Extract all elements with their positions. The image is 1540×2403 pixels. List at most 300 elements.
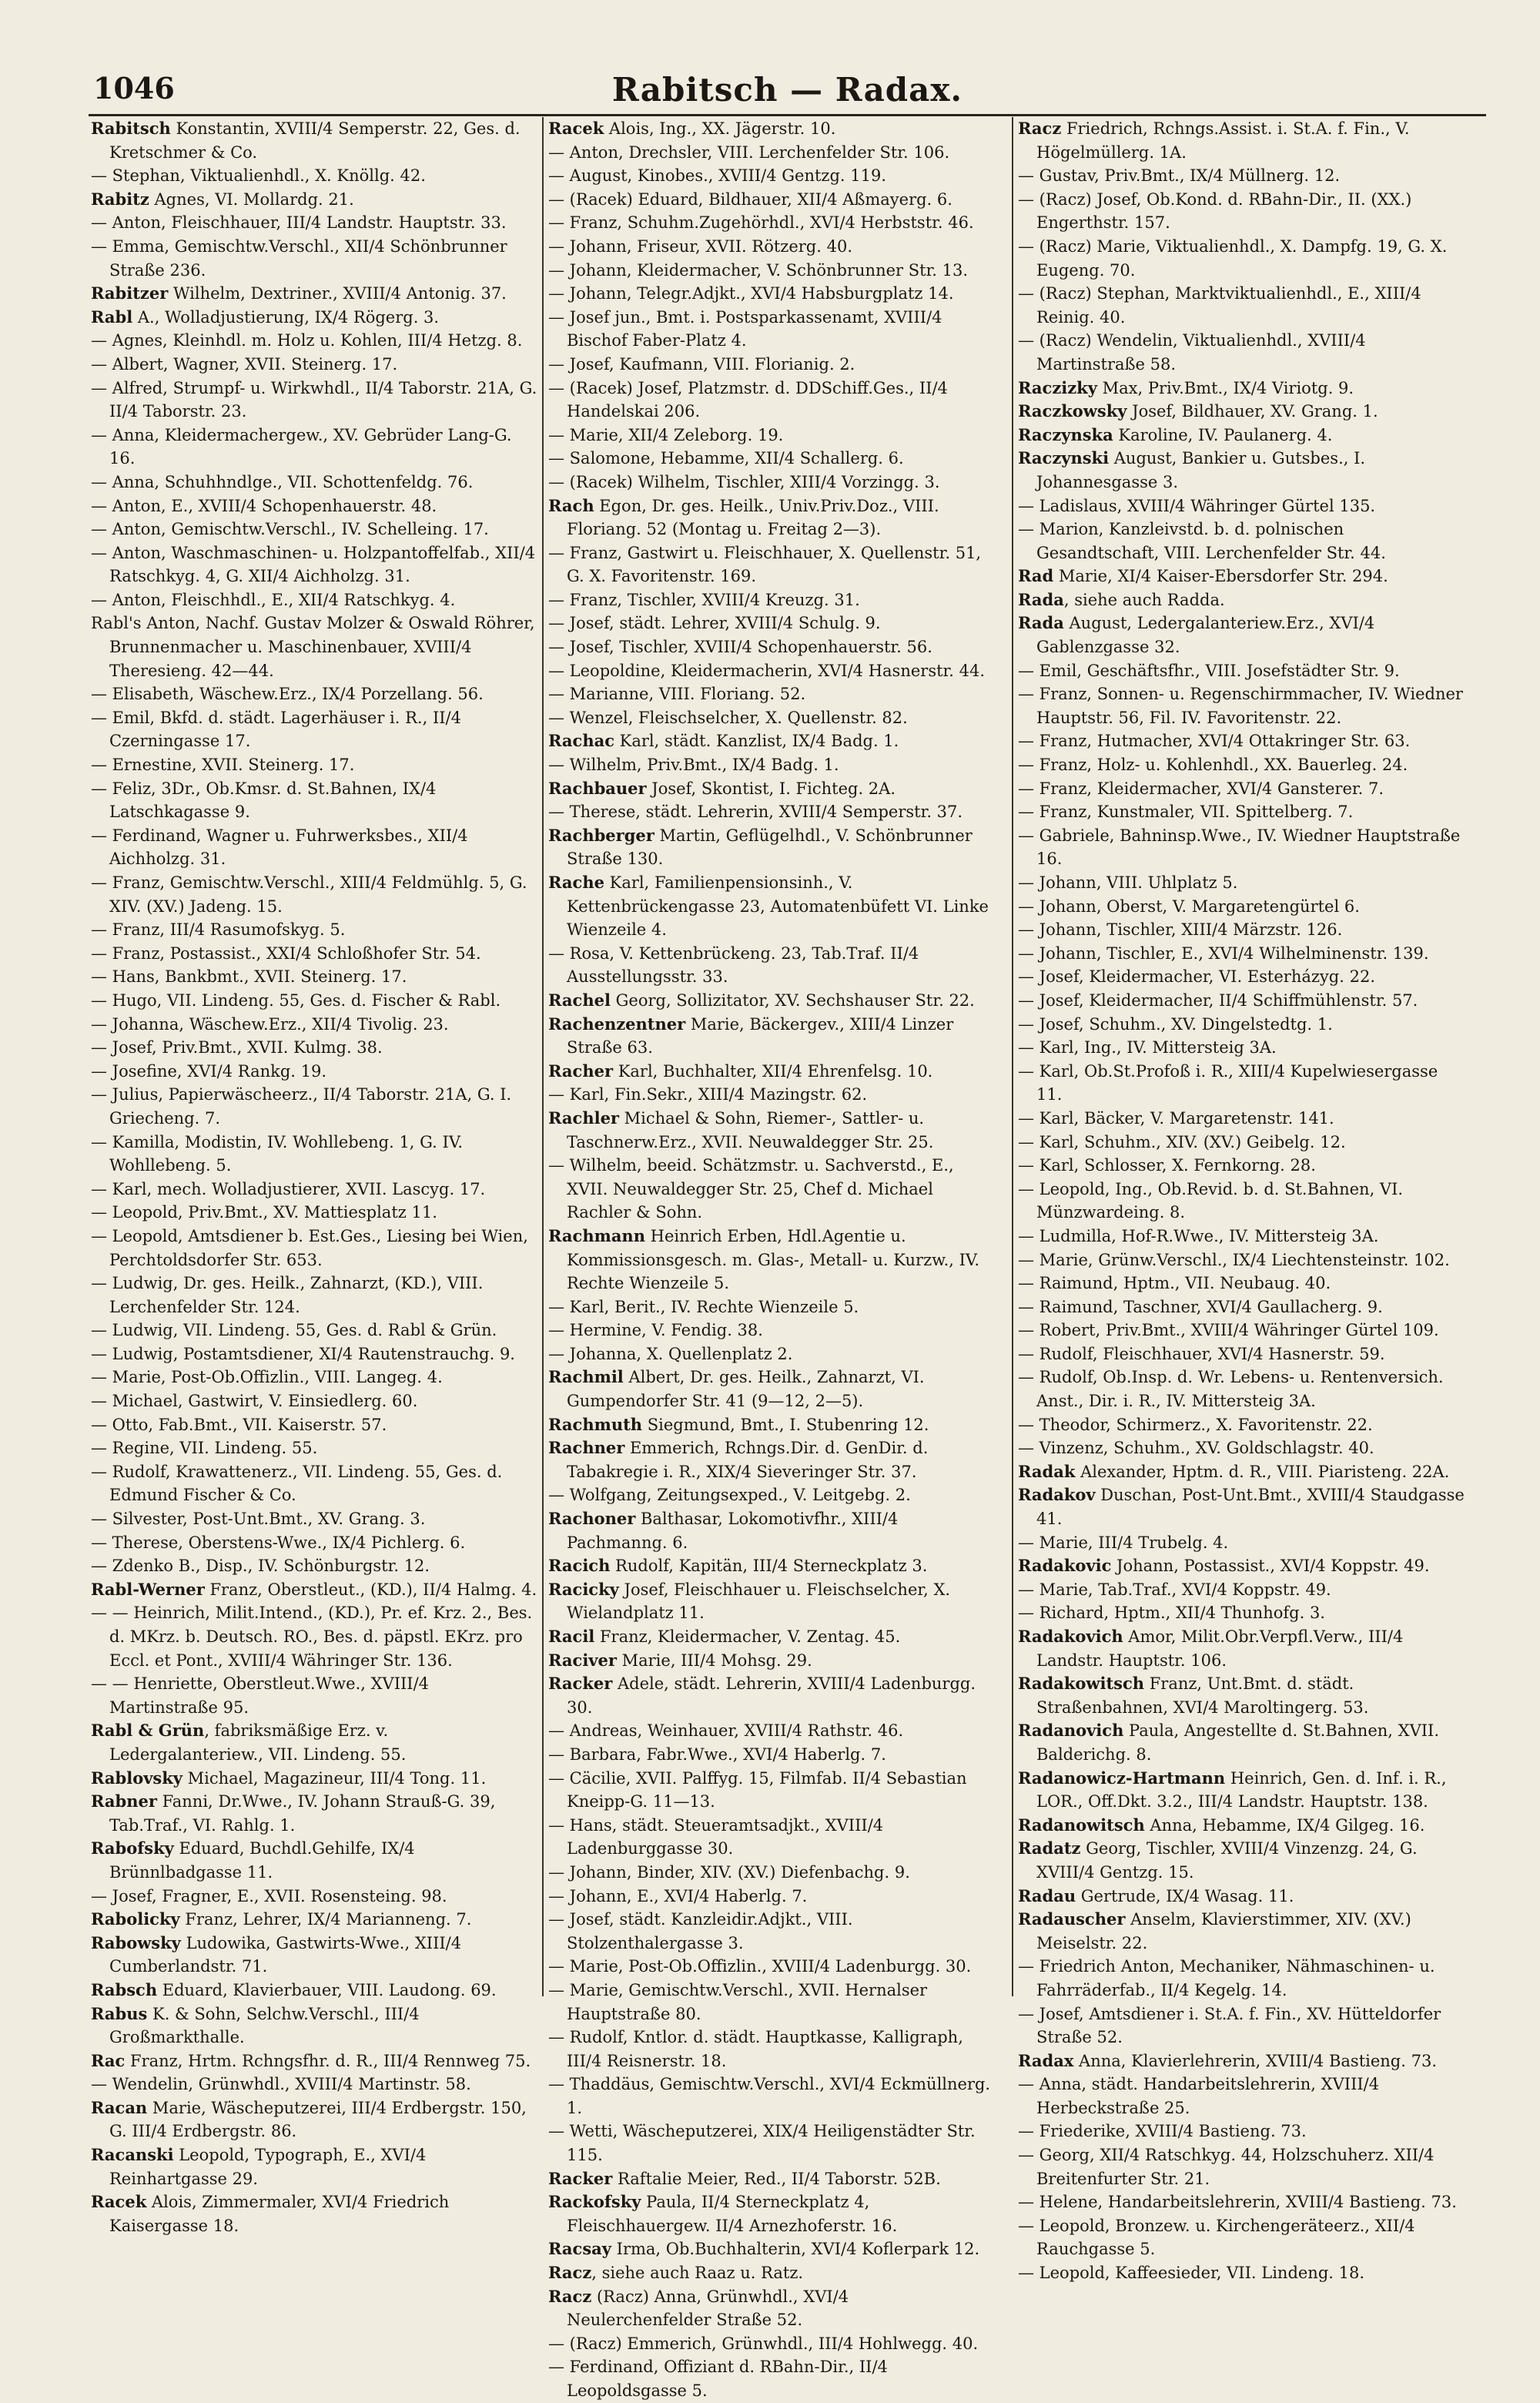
entry-text: — Karl, Schuhm., XIV. (XV.) Geibelg. 12. bbox=[1018, 1132, 1346, 1151]
entry-text: — Cäcilie, XVII. Palffyg. 15, Filmfab. II/4 Sebastian Kneipp-G. 11—13. bbox=[548, 1768, 967, 1811]
directory-entry bbox=[548, 706, 995, 730]
directory-column-3 bbox=[1018, 117, 1465, 2283]
directory-entry bbox=[548, 2120, 995, 2167]
entry-text: — Franz, Sonnen- u. Regenschirmmacher, IV. Wiedner Hauptstr. 56, Fil. IV. Favoritenstr. 22. bbox=[1018, 685, 1463, 727]
entry-text: — Karl, Schlosser, X. Fernkorng. 28. bbox=[1018, 1156, 1316, 1175]
entry-text: Paula, Angestellte d. St.Bahnen, XVII. Balderichg. 8. bbox=[1036, 1721, 1439, 1764]
entry-text: — Emil, Bkfd. d. städt. Lagerhäuser i. R., II/4 Czerningasse 17. bbox=[91, 708, 461, 751]
entry-text: — Johann, Kleidermacher, V. Schönbrunner Str. 13. bbox=[548, 260, 969, 280]
entry-text: Albert, Dr. ges. Heilk., Zahnarzt, VI. Gumpendorfer Str. 41 (9—12, 2—5). bbox=[567, 1368, 925, 1411]
directory-entry bbox=[548, 211, 995, 235]
entry-text: Eduard, Klavierbauer, VIII. Laudong. 69. bbox=[157, 1980, 497, 1999]
directory-entry bbox=[1018, 188, 1465, 235]
directory-entry bbox=[548, 1319, 995, 1342]
entry-text: — Anton, Drechsler, VIII. Lerchenfelder Str. 106. bbox=[548, 142, 950, 162]
directory-entry bbox=[1018, 965, 1465, 989]
entry-text: — Johann, E., XVI/4 Haberlg. 7. bbox=[548, 1886, 808, 1905]
entry-surname: Racsay bbox=[548, 2239, 611, 2259]
entry-text: — Therese, Oberstens-Wwe., IX/4 Pichlerg. 6. bbox=[91, 1533, 466, 1552]
entry-surname: Racanski bbox=[91, 2145, 174, 2165]
entry-text: — Leopold, Amtsdiener b. Est.Ges., Liesing bei Wien, Perchtoldsdorfer Str. 653. bbox=[91, 1226, 528, 1269]
entry-text: — Emil, Geschäftsfhr., VIII. Josefstädter Str. 9. bbox=[1018, 661, 1400, 680]
directory-entry bbox=[1018, 1366, 1465, 1413]
directory-entry bbox=[91, 353, 537, 377]
entry-text: — Ferdinand, Offiziant d. RBahn-Dir., II/4 Leopoldsgasse 5. bbox=[548, 2358, 888, 2400]
entry-text: — Hans, Bankbmt., XVII. Steinerg. 17. bbox=[91, 967, 407, 987]
entry-text: Michael, Magazineur, III/4 Tong. 11. bbox=[182, 1768, 487, 1788]
entry-text: — Josef, städt. Kanzleidir.Adjkt., VIII. Stolzenthalergasse 3. bbox=[548, 1910, 853, 1952]
directory-entry bbox=[91, 1201, 537, 1225]
directory-entry bbox=[548, 282, 995, 306]
directory-entry bbox=[1018, 588, 1465, 612]
entry-text: — Franz, Schuhm.Zugehörhdl., XVI/4 Herbststr. 46. bbox=[548, 213, 974, 233]
directory-entry bbox=[91, 1389, 537, 1413]
directory-entry bbox=[91, 871, 537, 918]
entry-text: Josef, Fleischhauer u. Fleischselcher, X. Wielandplatz 11. bbox=[567, 1580, 951, 1623]
entry-text: — Raimund, Hptm., VII. Neubaug. 40. bbox=[1018, 1274, 1331, 1293]
directory-entry bbox=[1018, 447, 1465, 494]
directory-entry bbox=[548, 2332, 995, 2356]
entry-surname: Rablovsky bbox=[91, 1768, 182, 1788]
entry-surname: Radakovich bbox=[1018, 1627, 1123, 1646]
entry-surname: Racek bbox=[91, 2192, 147, 2212]
entry-text: — Silvester, Post-Unt.Bmt., XV. Grang. 3. bbox=[91, 1510, 426, 1529]
entry-surname: Rabitzer bbox=[91, 283, 169, 303]
directory-entry bbox=[548, 471, 995, 494]
directory-entry bbox=[91, 117, 537, 164]
directory-entry bbox=[548, 141, 995, 165]
directory-entry bbox=[1018, 918, 1465, 942]
entry-text: — Marie, Grünw.Verschl., IX/4 Liechtensteinstr. 102. bbox=[1018, 1250, 1450, 1269]
directory-entry bbox=[91, 1767, 537, 1791]
entry-text: — Marie, Gemischtw.Verschl., XVII. Hernalser Hauptstraße 80. bbox=[548, 1980, 928, 2023]
entry-text: Marie, Bäckergev., XIII/4 Linzer Straße 63. bbox=[567, 1014, 954, 1057]
entry-text: — Karl, Ob.St.Profoß i. R., XIII/4 Kupelwiesergasse 11. bbox=[1018, 1061, 1438, 1104]
directory-entry bbox=[91, 2049, 537, 2073]
directory-entry bbox=[1018, 1554, 1465, 1578]
entry-text: — Rudolf, Ob.Insp. d. Wr. Lebens- u. Rentenversich. Anst., Dir. i. R., IV. Mittersteig 3A. bbox=[1018, 1368, 1444, 1411]
directory-entry bbox=[548, 541, 995, 588]
entry-text: — Friedrich Anton, Mechaniker, Nähmaschinen- u. Fahrräderfab., II/4 Kegelg. 14. bbox=[1018, 1957, 1435, 1999]
entry-text: Alexander, Hptm. d. R., VIII. Piaristeng. 22A. bbox=[1075, 1462, 1450, 1481]
entry-surname: Radakov bbox=[1018, 1485, 1096, 1505]
directory-entry bbox=[548, 447, 995, 471]
entry-text: — Feliz, 3Dr., Ob.Kmsr. d. St.Bahnen, IX/4 Latschkagasse 9. bbox=[91, 779, 437, 822]
entry-text: , siehe auch Radda. bbox=[1063, 590, 1225, 609]
directory-entry bbox=[1018, 1483, 1465, 1530]
entry-surname: Raczizky bbox=[1018, 377, 1097, 397]
entry-text: — Josef, städt. Lehrer, XVIII/4 Schulg. 9. bbox=[548, 614, 881, 633]
entry-text: Emmerich, Rchngs.Dir. d. GenDir. d. Tabakregie i. R., XIX/4 Sieveringer Str. 37. bbox=[567, 1439, 929, 1481]
directory-entry bbox=[91, 1342, 537, 1366]
entry-text: — Wilhelm, Priv.Bmt., IX/4 Badg. 1. bbox=[548, 756, 839, 775]
entry-surname: Rabolicky bbox=[91, 1909, 180, 1929]
directory-entry bbox=[91, 918, 537, 942]
directory-entry bbox=[91, 377, 537, 424]
entry-text: — Leopold, Ing., Ob.Revid. b. d. St.Bahnen, VI. Münzwardeing. 8. bbox=[1018, 1179, 1404, 1222]
directory-entry bbox=[548, 1154, 995, 1225]
entry-surname: Rachler bbox=[548, 1108, 619, 1128]
entry-text: — Anton, Waschmaschinen- u. Holzpantoffelfab., XII/4 Ratschkyg. 4, G. XII/4 Aichholzg. 31. bbox=[91, 543, 536, 586]
directory-entry bbox=[1018, 2002, 1465, 2049]
entry-text: — Albert, Wagner, XVII. Steinerg. 17. bbox=[91, 354, 398, 374]
directory-entry bbox=[91, 1672, 537, 1719]
entry-text: — Rosa, V. Kettenbrückeng. 23, Tab.Traf. II/4 Ausstellungsstr. 33. bbox=[548, 943, 919, 987]
entry-text: Franz, Oberstleut., (KD.), II/4 Halmg. 4. bbox=[204, 1580, 537, 1599]
entry-text: — Ludmilla, Hof-R.Wwe., IV. Mittersteig 3A. bbox=[1018, 1226, 1379, 1245]
entry-text: — Johann, Oberst, V. Margaretengürtel 6. bbox=[1018, 897, 1360, 916]
directory-entry bbox=[1018, 612, 1465, 659]
entry-surname: Raczynska bbox=[1018, 424, 1113, 444]
entry-text: — Gabriele, Bahninsp.Wwe., IV. Wiedner Hauptstraße 16. bbox=[1018, 826, 1461, 869]
directory-entry bbox=[91, 588, 537, 612]
directory-entry bbox=[1018, 1036, 1465, 1060]
directory-entry bbox=[548, 1649, 995, 1673]
entry-text: (Racz) Anna, Grünwhdl., XVI/4 Neulerchenfelder Straße 52. bbox=[567, 2287, 849, 2330]
directory-entry bbox=[91, 282, 537, 306]
directory-entry bbox=[1018, 1672, 1465, 1719]
directory-entry bbox=[1018, 1319, 1465, 1342]
entry-text: Anselm, Klavierstimmer, XIV. (XV.) Meiselstr. 22. bbox=[1036, 1910, 1411, 1952]
directory-entry bbox=[548, 1366, 995, 1413]
directory-entry bbox=[1018, 1295, 1465, 1319]
entry-surname: Raciver bbox=[548, 1650, 617, 1670]
entry-surname: Rachmann bbox=[548, 1225, 645, 1245]
entry-text: — Michael, Gastwirt, V. Einsiedlerg. 60. bbox=[91, 1392, 418, 1411]
directory-entry bbox=[1018, 117, 1465, 164]
entry-text: — Ludwig, VII. Lindeng. 55, Ges. d. Rabl & Grün. bbox=[91, 1321, 497, 1340]
entry-text: Franz, Hrtm. Rchngsfhr. d. R., III/4 Rennweg 75. bbox=[125, 2051, 531, 2070]
directory-entry bbox=[548, 2237, 995, 2261]
entry-text: Gertrude, IX/4 Wasag. 11. bbox=[1076, 1886, 1294, 1905]
entry-text: — Josef jun., Bmt. i. Postsparkassenamt, XVIII/4 Bischof Faber-Platz 4. bbox=[548, 307, 942, 350]
entry-text: , fabriksmäßige Erz. v. Ledergalanteriew., VII. Lindeng. 55. bbox=[109, 1721, 407, 1764]
directory-entry bbox=[1018, 1131, 1465, 1155]
entry-text: — Karl, Bäcker, V. Margaretenstr. 141. bbox=[1018, 1108, 1334, 1128]
entry-surname: Rach bbox=[548, 495, 594, 515]
entry-surname: Rabus bbox=[91, 2003, 148, 2023]
directory-entry bbox=[91, 1013, 537, 1037]
entry-text: — Ludwig, Dr. ges. Heilk., Zahnarzt, (KD.), VIII. Lerchenfelder Str. 124. bbox=[91, 1274, 484, 1316]
entry-text: Fanni, Dr.Wwe., IV. Johann Strauß-G. 39, Tab.Traf., VI. Rahlg. 1. bbox=[109, 1792, 496, 1835]
directory-entry bbox=[1018, 1013, 1465, 1037]
directory-entry bbox=[91, 306, 537, 330]
directory-entry bbox=[548, 1767, 995, 1814]
entry-text: Anna, Hebamme, IX/4 Gilgeg. 16. bbox=[1144, 1815, 1425, 1835]
directory-entry bbox=[548, 1413, 995, 1437]
entry-text: — (Racz) Marie, Viktualienhdl., X. Dampfg. 19, G. X. Eugeng. 70. bbox=[1018, 236, 1448, 280]
directory-entry bbox=[91, 329, 537, 353]
entry-surname: Racz bbox=[1018, 119, 1062, 138]
entry-surname: Racan bbox=[91, 2097, 148, 2117]
directory-entry bbox=[548, 1483, 995, 1507]
entry-surname: Rabl-Werner bbox=[91, 1579, 205, 1599]
entry-surname: Radakowitsch bbox=[1018, 1674, 1145, 1694]
entry-text: — Marie, Tab.Traf., XVI/4 Koppstr. 49. bbox=[1018, 1580, 1331, 1599]
entry-text: — Gustav, Priv.Bmt., IX/4 Müllnerg. 12. bbox=[1018, 166, 1341, 186]
directory-entry bbox=[548, 1225, 995, 1295]
entry-text: — Marie, Post-Ob.Offizlin., VIII. Langeg. 4. bbox=[91, 1368, 443, 1387]
page-number: 1046 bbox=[93, 71, 175, 106]
directory-entry bbox=[1018, 2143, 1465, 2190]
directory-entry bbox=[91, 1083, 537, 1130]
entry-text: — Otto, Fab.Bmt., VII. Kaiserstr. 57. bbox=[91, 1415, 387, 1434]
entry-text: — Wilhelm, beeid. Schätzmstr. u. Sachverstd., E., XVII. Neuwaldegger Str. 25, Chef d. Michael Rachler & Sohn. bbox=[548, 1156, 954, 1222]
directory-entry bbox=[548, 1436, 995, 1483]
directory-entry bbox=[1018, 400, 1465, 424]
directory-entry bbox=[548, 1083, 995, 1107]
entry-text: — Thaddäus, Gemischtw.Verschl., XVI/4 Eckmüllnerg. 1. bbox=[548, 2075, 991, 2117]
directory-entry bbox=[548, 800, 995, 824]
entry-text: — Anna, Kleidermachergew., XV. Gebrüder Lang-G. 16. bbox=[91, 425, 512, 468]
entry-text: — Stephan, Viktualienhdl., X. Knöllg. 42. bbox=[91, 166, 426, 186]
entry-text: — Marie, XII/4 Zeleborg. 19. bbox=[548, 425, 784, 444]
entry-text: — Emma, Gemischtw.Verschl., XII/4 Schönbrunner Straße 236. bbox=[91, 236, 507, 280]
directory-entry bbox=[548, 824, 995, 871]
entry-text: , siehe auch Raaz u. Ratz. bbox=[591, 2264, 804, 2283]
directory-entry bbox=[1018, 942, 1465, 966]
entry-text: — Franz, Holz- u. Kohlenhdl., XX. Bauerleg. 24. bbox=[1018, 756, 1408, 775]
entry-surname: Raczynski bbox=[1018, 448, 1110, 468]
directory-entry bbox=[91, 1436, 537, 1460]
entry-text: — Regine, VII. Lindeng. 55. bbox=[91, 1439, 318, 1458]
entry-surname: Racz bbox=[548, 2286, 592, 2306]
directory-entry bbox=[91, 612, 537, 682]
directory-entry bbox=[1018, 824, 1465, 871]
directory-entry bbox=[548, 424, 995, 447]
directory-entry bbox=[1018, 2073, 1465, 2120]
directory-column-2 bbox=[548, 117, 995, 2400]
directory-entry bbox=[1018, 1885, 1465, 1909]
directory-entry bbox=[91, 1131, 537, 1178]
entry-text: — Kamilla, Modistin, IV. Wohllebeng. 1, G. IV. Wohllebeng. 5. bbox=[91, 1132, 463, 1175]
entry-text: Egon, Dr. ges. Heilk., Univ.Priv.Doz., VIII. Floriang. 52 (Montag u. Freitag 2—3). bbox=[567, 496, 939, 539]
entry-text: — Leopold, Kaffeesieder, VII. Lindeng. 18. bbox=[1018, 2264, 1365, 2283]
entry-surname: Rabsch bbox=[91, 1979, 158, 1999]
entry-text: Wilhelm, Dextriner., XVIII/4 Antonig. 37. bbox=[168, 284, 507, 303]
directory-entry bbox=[548, 871, 995, 942]
entry-text: Franz, Unt.Bmt. d. städt. Straßenbahnen, XVI/4 Maroltingerg. 53. bbox=[1036, 1674, 1369, 1717]
directory-entry bbox=[548, 1814, 995, 1861]
entry-text: — Theodor, Schirmerz., X. Favoritenstr. 22. bbox=[1018, 1415, 1373, 1434]
entry-text: Franz, Kleidermacher, V. Zentag. 45. bbox=[594, 1627, 901, 1646]
entry-text: — Marie, III/4 Trubelg. 4. bbox=[1018, 1533, 1229, 1552]
entry-text: — Anton, E., XVIII/4 Schopenhauerstr. 48. bbox=[91, 496, 437, 515]
entry-surname: Radauscher bbox=[1018, 1909, 1126, 1929]
entry-text: Karl, Buchhalter, XII/4 Ehrenfelsg. 10. bbox=[613, 1061, 933, 1081]
directory-entry bbox=[1018, 235, 1465, 282]
directory-entry bbox=[1018, 1272, 1465, 1295]
directory-entry bbox=[1018, 1767, 1465, 1814]
directory-entry bbox=[91, 2143, 537, 2190]
directory-entry bbox=[91, 1460, 537, 1507]
entry-text: — (Racz) Stephan, Marktviktualienhdl., E., XIII/4 Reinig. 40. bbox=[1018, 284, 1421, 327]
entry-text: — Johann, Telegr.Adjkt., XVI/4 Habsburgplatz 14. bbox=[548, 284, 954, 303]
directory-entry bbox=[1018, 2261, 1465, 2285]
entry-text: Max, Priv.Bmt., IX/4 Viriotg. 9. bbox=[1096, 378, 1354, 397]
directory-entry bbox=[91, 2002, 537, 2049]
directory-entry bbox=[1018, 1601, 1465, 1625]
entry-text: Irma, Ob.Buchhalterin, XVI/4 Koflerpark 12. bbox=[611, 2240, 980, 2259]
entry-text: — Ladislaus, XVIII/4 Währinger Gürtel 135. bbox=[1018, 496, 1376, 515]
entry-text: — Franz, Gemischtw.Verschl., XIII/4 Feldmühlg. 5, G. XIV. (XV.) Jadeng. 15. bbox=[91, 873, 527, 916]
entry-text: — Johann, Tischler, E., XVI/4 Wilhelminenstr. 139. bbox=[1018, 943, 1429, 963]
entry-text: — Vinzenz, Schuhm., XV. Goldschlagstr. 40. bbox=[1018, 1439, 1374, 1458]
directory-entry bbox=[548, 259, 995, 283]
column-rule bbox=[542, 117, 544, 1996]
entry-surname: Radakovic bbox=[1018, 1556, 1112, 1576]
directory-entry bbox=[1018, 989, 1465, 1013]
entry-text: Heinrich, Gen. d. Inf. i. R., LOR., Off.Dkt. 3.2., III/4 Landstr. Hauptstr. 138. bbox=[1036, 1768, 1447, 1811]
directory-entry bbox=[1018, 1248, 1465, 1272]
entry-surname: Racek bbox=[548, 119, 604, 138]
directory-entry bbox=[1018, 424, 1465, 447]
directory-entry bbox=[548, 659, 995, 683]
entry-text: — Zdenko B., Disp., IV. Schönburgstr. 12. bbox=[91, 1557, 430, 1576]
directory-entry bbox=[548, 989, 995, 1013]
entry-text: Rabl's Anton, Nachf. Gustav Molzer & Oswald Röhrer, Brunnenmacher u. Maschinenbauer, XVIII/4 Theresieng. 42—44. bbox=[91, 614, 535, 680]
entry-text: — Marianne, VIII. Floriang. 52. bbox=[548, 685, 806, 704]
entry-text: — Georg, XII/4 Ratschkyg. 44, Holzschuherz. XII/4 Breitenfurter Str. 21. bbox=[1018, 2146, 1435, 2188]
entry-text: — Alfred, Strumpf- u. Wirkwhdl., II/4 Taborstr. 21A, G. II/4 Taborstr. 23. bbox=[91, 378, 537, 421]
entry-text: — Josef, Amtsdiener i. St.A. f. Fin., XV. Hütteldorfer Straße 52. bbox=[1018, 2004, 1441, 2047]
directory-entry bbox=[91, 1601, 537, 1672]
entry-surname: Radak bbox=[1018, 1461, 1076, 1481]
directory-entry bbox=[91, 824, 537, 871]
entry-text: — Andreas, Weinhauer, XVIII/4 Rathstr. 46. bbox=[548, 1721, 904, 1741]
entry-text: — Karl, mech. Wolladjustierer, XVII. Lascyg. 17. bbox=[91, 1179, 486, 1198]
entry-surname: Rabofsky bbox=[91, 1838, 174, 1858]
entry-text: — Josef, Kaufmann, VIII. Florianig. 2. bbox=[548, 354, 855, 374]
entry-text: Amor, Milit.Obr.Verpfl.Verw., III/4 Landstr. Hauptstr. 106. bbox=[1036, 1627, 1404, 1670]
entry-text: Balthasar, Lokomotivfhr., XIII/4 Pachmanng. 6. bbox=[567, 1510, 899, 1552]
entry-text: — Julius, Papierwäscheerz., II/4 Taborstr. 21A, G. I. Griecheng. 7. bbox=[91, 1085, 512, 1128]
entry-surname: Rabitsch bbox=[91, 119, 171, 138]
entry-surname: Rachac bbox=[548, 731, 614, 751]
directory-entry bbox=[91, 1578, 537, 1602]
directory-entry bbox=[548, 942, 995, 989]
entry-text: Agnes, VI. Mollardg. 21. bbox=[149, 189, 354, 209]
directory-entry bbox=[91, 1413, 537, 1437]
entry-text: Siegmund, Bmt., I. Stubenring 12. bbox=[642, 1415, 929, 1434]
entry-surname: Racker bbox=[548, 1674, 613, 1694]
entry-text: — (Racek) Eduard, Bildhauer, XII/4 Aßmayerg. 6. bbox=[548, 189, 952, 209]
directory-entry bbox=[1018, 494, 1465, 518]
entry-text: — Wetti, Wäscheputzerei, XIX/4 Heiligenstädter Str. 115. bbox=[548, 2122, 976, 2165]
entry-surname: Rac bbox=[91, 2050, 126, 2070]
directory-entry bbox=[91, 188, 537, 212]
entry-text: — (Racz) Josef, Ob.Kond. d. RBahn-Dir., II. (XX.) Engerthstr. 157. bbox=[1018, 189, 1412, 233]
entry-text: — Josef, Schuhm., XV. Dingelstedtg. 1. bbox=[1018, 1014, 1333, 1034]
entry-text: — Josef, Fragner, E., XVII. Rosensteing. 98. bbox=[91, 1886, 447, 1905]
entry-surname: Radanovich bbox=[1018, 1721, 1124, 1741]
directory-column-1 bbox=[91, 117, 537, 2235]
entry-text: — (Racz) Emmerich, Grünwhdl., III/4 Hohlwegg. 40. bbox=[548, 2334, 979, 2353]
entry-surname: Radatz bbox=[1018, 1838, 1081, 1858]
directory-entry bbox=[91, 2073, 537, 2096]
entry-text: — (Racek) Wilhelm, Tischler, XIII/4 Vorzingg. 3. bbox=[548, 472, 940, 491]
directory-entry bbox=[91, 1225, 537, 1272]
entry-text: — Johann, Binder, XIV. (XV.) Diefenbachg. 9. bbox=[548, 1862, 910, 1882]
entry-text: — Marie, Post-Ob.Offizlin., XVIII/4 Ladenburgg. 30. bbox=[548, 1957, 972, 1976]
entry-text: Rudolf, Kapitän, III/4 Sterneckplatz 3. bbox=[610, 1557, 928, 1576]
directory-entry bbox=[1018, 164, 1465, 188]
entry-text: — Barbara, Fabr.Wwe., XVI/4 Haberlg. 7. bbox=[548, 1744, 886, 1764]
entry-text: August, Bankier u. Gutsbes., I. Johannesgasse 3. bbox=[1036, 449, 1366, 491]
directory-entry bbox=[1018, 1625, 1465, 1672]
entry-text: Friedrich, Rchngs.Assist. i. St.A. f. Fin., V. Högelmüllerg. 1A. bbox=[1036, 119, 1410, 162]
directory-entry bbox=[548, 1719, 995, 1743]
entry-text: — Josef, Kleidermacher, VI. Esterházyg. 22. bbox=[1018, 967, 1375, 987]
entry-text: — Ferdinand, Wagner u. Fuhrwerksbes., XII/4 Aichholzg. 31. bbox=[91, 826, 468, 869]
directory-entry bbox=[91, 1178, 537, 1202]
entry-text: K. & Sohn, Selchw.Verschl., III/4 Großmarkthalle. bbox=[109, 2004, 420, 2047]
entry-text: — Wolfgang, Zeitungsexped., V. Leitgebg. 2. bbox=[548, 1486, 911, 1505]
directory-entry bbox=[1018, 282, 1465, 329]
entry-text: — Josef, Priv.Bmt., XVII. Kulmg. 38. bbox=[91, 1038, 383, 1057]
directory-entry bbox=[548, 612, 995, 635]
entry-surname: Radax bbox=[1018, 2050, 1074, 2070]
directory-entry bbox=[548, 1013, 995, 1060]
directory-entry bbox=[548, 635, 995, 659]
directory-entry bbox=[548, 729, 995, 753]
directory-entry bbox=[1018, 1154, 1465, 1178]
entry-text: — Josefine, XVI/4 Rankg. 19. bbox=[91, 1061, 327, 1081]
directory-entry bbox=[548, 2285, 995, 2332]
running-head: Rabitsch — Radax. bbox=[611, 71, 963, 109]
directory-entry bbox=[91, 1366, 537, 1389]
directory-entry bbox=[91, 235, 537, 282]
entry-surname: Rad bbox=[1018, 566, 1054, 586]
entry-surname: Rachmuth bbox=[548, 1414, 643, 1434]
entry-text: — Franz, Kleidermacher, XVI/4 Gansterer. 7. bbox=[1018, 779, 1384, 798]
entry-text: Karl, städt. Kanzlist, IX/4 Badg. 1. bbox=[614, 732, 899, 751]
entry-text: Marie, XI/4 Kaiser-Ebersdorfer Str. 294. bbox=[1053, 567, 1388, 586]
directory-entry bbox=[91, 1060, 537, 1084]
directory-entry bbox=[1018, 753, 1465, 777]
entry-surname: Racz bbox=[548, 2263, 592, 2283]
directory-entry bbox=[91, 1790, 537, 1837]
entry-surname: Racker bbox=[548, 2168, 613, 2188]
directory-entry bbox=[1018, 682, 1465, 729]
entry-surname: Rada bbox=[1018, 589, 1064, 609]
entry-surname: Rackofsky bbox=[548, 2192, 641, 2212]
directory-entry bbox=[91, 1319, 537, 1342]
directory-entry bbox=[548, 2261, 995, 2285]
entry-text: Paula, II/4 Sterneckplatz 4, Fleischhauergew. II/4 Arnezhoferstr. 16. bbox=[567, 2193, 898, 2235]
entry-surname: Rachmil bbox=[548, 1367, 624, 1387]
directory-entry bbox=[548, 1672, 995, 1719]
page-header bbox=[89, 71, 1486, 116]
directory-entry bbox=[91, 1554, 537, 1578]
entry-text: — Karl, Berit., IV. Rechte Wienzeile 5. bbox=[548, 1297, 859, 1316]
entry-text: — Wenzel, Fleischselcher, X. Quellenstr. 82. bbox=[548, 708, 908, 727]
directory-entry bbox=[91, 965, 537, 989]
directory-entry bbox=[548, 1295, 995, 1319]
directory-entry bbox=[1018, 1225, 1465, 1248]
directory-entry bbox=[548, 188, 995, 212]
directory-entry bbox=[1018, 329, 1465, 376]
entry-surname: Racicky bbox=[548, 1579, 619, 1599]
entry-text: Anna, Klavierlehrerin, XVIII/4 Bastieng. 73. bbox=[1073, 2051, 1437, 2070]
directory-entry bbox=[91, 1531, 537, 1555]
entry-text: — Anton, Gemischtw.Verschl., IV. Schelleing. 17. bbox=[91, 520, 489, 539]
entry-surname: Racich bbox=[548, 1556, 611, 1576]
entry-text: Adele, städt. Lehrerin, XVIII/4 Ladenburgg. 30. bbox=[567, 1674, 976, 1717]
entry-text: — — Henriette, Oberstleut.Wwe., XVIII/4 Martinstraße 95. bbox=[91, 1674, 430, 1717]
directory-entry bbox=[91, 518, 537, 541]
entry-text: Ludowika, Gastwirts-Wwe., XIII/4 Cumberlandstr. 71. bbox=[109, 1933, 462, 1976]
